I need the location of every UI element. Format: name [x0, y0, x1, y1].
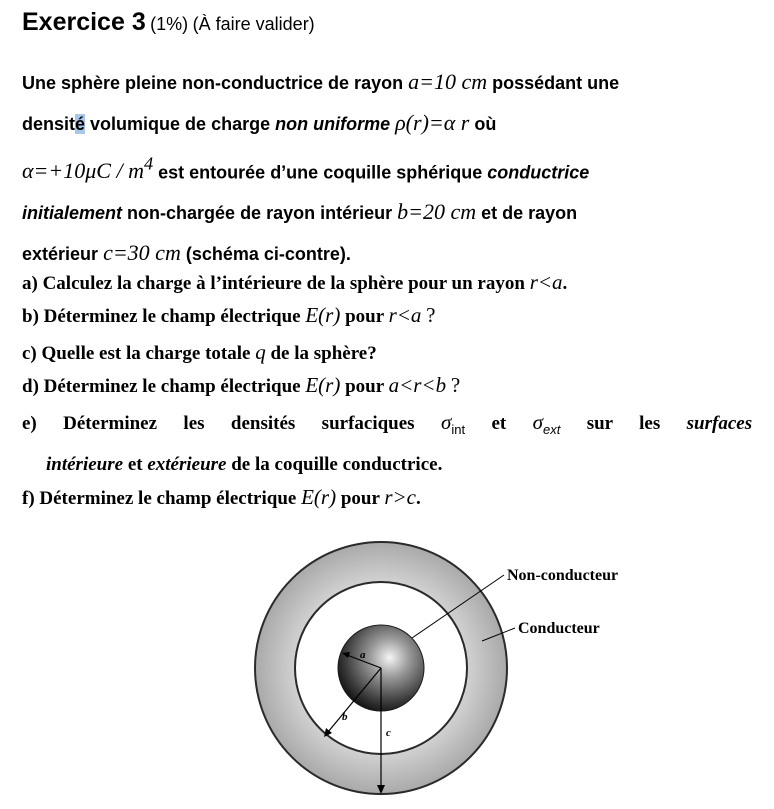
- intro-text: densit: [22, 114, 76, 134]
- alpha-definition: [22, 154, 154, 184]
- title-note: (À faire valider): [192, 14, 315, 34]
- question-text: Déterminez le champ électrique: [43, 376, 301, 397]
- label-nonconductor: Non-conducteur: [507, 567, 619, 584]
- question-end: .: [416, 488, 421, 509]
- question-end: .: [562, 273, 568, 294]
- question-label: a): [22, 273, 38, 294]
- intro-text: est entourée d’une coquille sphérique: [158, 162, 483, 183]
- density-definition: ρ(r)=α r: [395, 110, 470, 135]
- sigma-int-symbol: [440, 410, 466, 438]
- field-symbol: E(r): [301, 485, 337, 509]
- question-text: sur les: [586, 413, 661, 434]
- question-math: r<a: [388, 303, 422, 327]
- question-text: et: [127, 454, 143, 475]
- question-text: Déterminez les densités surfaciques: [63, 413, 415, 434]
- question-text: pour: [345, 306, 384, 327]
- intro-text: extérieur: [22, 244, 99, 265]
- sigma-ext-symbol: [532, 410, 561, 438]
- question-b: [22, 300, 752, 332]
- field-symbol: E(r): [305, 373, 341, 397]
- question-end: ?: [450, 373, 461, 397]
- question-label: b): [22, 306, 39, 327]
- question-label: c): [22, 343, 37, 364]
- radius-c-definition: c=30 cm: [103, 240, 181, 266]
- question-label: d): [22, 376, 39, 397]
- intro-emphasis: conductrice: [487, 162, 590, 183]
- question-end: de la sphère?: [270, 343, 377, 364]
- label-a: a: [360, 649, 366, 661]
- question-label: f): [22, 488, 35, 509]
- sigma-int-subscript: int: [451, 422, 466, 438]
- sigma-letter: σ: [532, 410, 543, 434]
- question-d: [22, 370, 752, 402]
- question-math: r<a: [529, 270, 563, 294]
- question-math: a<r<b: [388, 373, 447, 397]
- intro-text: et de rayon: [481, 203, 578, 224]
- question-text: Calculez la charge à l’intérieure de la sphère pour un rayon: [42, 273, 525, 294]
- question-emphasis: surfaces: [686, 413, 753, 434]
- question-c: [22, 337, 752, 369]
- question-text: et: [491, 413, 507, 434]
- title-main: Exercice 3: [22, 8, 146, 36]
- question-math: r>c: [384, 485, 416, 509]
- text-selection-highlight[interactable]: é: [75, 114, 86, 134]
- question-emphasis: extérieure: [147, 454, 227, 475]
- field-symbol: E(r): [305, 303, 341, 327]
- sigma-letter: σ: [440, 410, 452, 434]
- question-label: e): [22, 413, 37, 434]
- intro-text: possédant une: [492, 73, 620, 93]
- question-emphasis: intérieure: [46, 454, 124, 475]
- question-f: [22, 482, 752, 514]
- question-e: [22, 407, 752, 445]
- sphere-diagram-svg: [252, 536, 672, 804]
- question-e-continued: [46, 450, 746, 480]
- intro-text: volumique de charge: [90, 114, 271, 134]
- label-conductor: Conducteur: [518, 620, 600, 637]
- intro-text: où: [474, 114, 497, 134]
- sphere-diagram: [252, 536, 672, 804]
- question-text: pour: [340, 488, 380, 509]
- problem-statement: [22, 62, 750, 274]
- question-end: ?: [426, 303, 436, 327]
- radius-a-definition: a=10 cm: [408, 69, 488, 94]
- question-text: Déterminez le champ électrique: [39, 488, 297, 509]
- question-text: Déterminez le champ électrique: [43, 306, 301, 327]
- intro-text: non-chargée de rayon intérieur: [127, 203, 393, 224]
- question-text: Quelle est la charge totale: [41, 343, 251, 364]
- intro-text: Une sphère pleine non-conductrice de rayon: [22, 73, 404, 93]
- exercise-title: [22, 8, 315, 37]
- radius-b-definition: b=20 cm: [397, 199, 477, 225]
- question-text: de la coquille conductrice.: [231, 454, 443, 475]
- alpha-exponent: 4: [143, 154, 154, 174]
- question-a: [22, 267, 752, 299]
- sigma-ext-subscript: ext: [542, 422, 561, 438]
- alpha-value: α=+10μC / m: [22, 158, 144, 184]
- intro-emphasis: initialement: [22, 203, 123, 224]
- title-weight: (1%): [150, 14, 189, 34]
- question-math: q: [255, 340, 266, 364]
- intro-emphasis: non uniforme: [275, 114, 391, 134]
- intro-text: (schéma ci-contre).: [185, 244, 351, 265]
- question-text: pour: [345, 376, 384, 397]
- label-c: c: [386, 727, 391, 739]
- label-b: b: [342, 711, 348, 723]
